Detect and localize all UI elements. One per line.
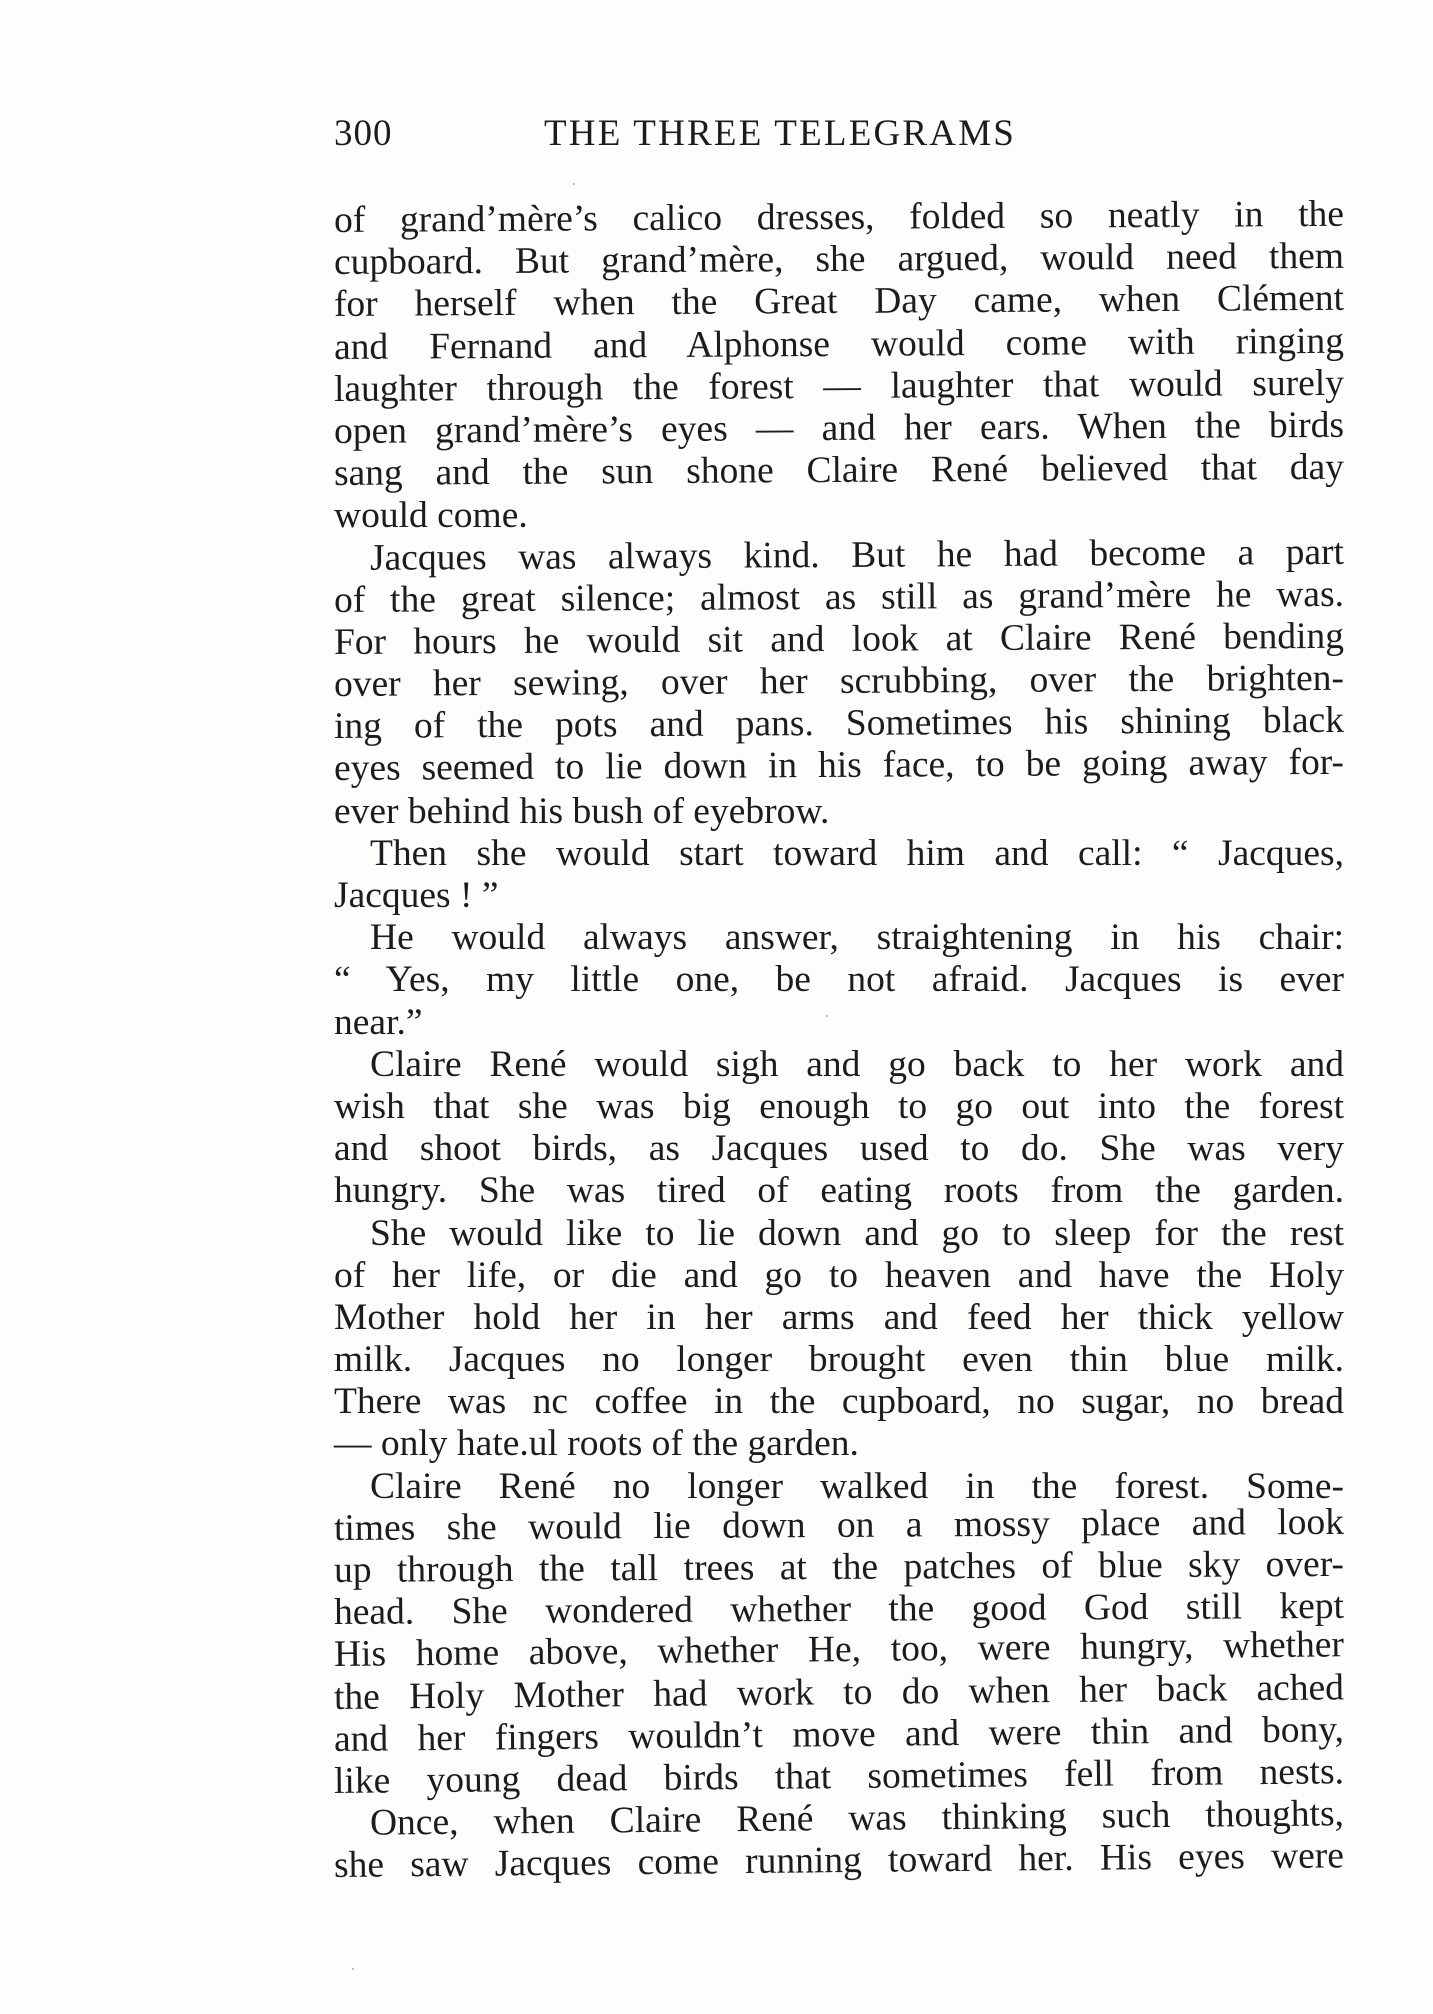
text-line: over her sewing, over her scrubbing, over the brighten- [333, 657, 1345, 706]
text-line: and her fingers wouldn’t move and were thin and bony, [333, 1709, 1345, 1760]
text-line: wish that she was big enough to go out into the forest [334, 1085, 1344, 1127]
text-line: ing of the pots and pans. Sometimes his shining black [333, 700, 1345, 748]
text-line: He would always answer, straightening in his chair: [370, 917, 1344, 959]
text-line: and shoot birds, as Jacques used to do. She was very [334, 1128, 1344, 1170]
text-line: for herself when the Great Day came, when Clément [333, 278, 1345, 326]
text-line: For hours he would sit and look at Claire René bending [333, 615, 1345, 663]
text-line: Mother hold her in her arms and feed her thick yellow [334, 1296, 1344, 1338]
text-line: near.” [334, 1001, 423, 1043]
text-line: Then she would start toward him and call: “ Jacques, [370, 832, 1344, 874]
text-line: head. She wondered whether the good God still kept [333, 1586, 1345, 1634]
text-line: “ Yes, my little one, be not afraid. Jacques is ever [334, 959, 1344, 1001]
text-line: hungry. She was tired of eating roots from the garden. [334, 1170, 1344, 1212]
text-line: ever behind his bush of eyebrow. [334, 790, 830, 832]
text-line: She would like to lie down and go to sleep for the rest [370, 1212, 1344, 1254]
text-line: times she would lie down on a mossy place and look [333, 1501, 1345, 1549]
running-title: THE THREE TELEGRAMS [544, 113, 1017, 154]
text-line: Once, when Claire René was thinking such thoughts, [369, 1793, 1345, 1844]
text-line: would come. [334, 495, 528, 537]
body-text [333, 193, 1345, 1888]
text-line: There was nc coffee in the cupboard, no sugar, no bread [334, 1381, 1344, 1423]
text-line: and Fernand and Alphonse would come with ringing [333, 320, 1345, 368]
text-line: like young dead birds that sometimes fell from nests. [333, 1751, 1345, 1802]
print-speck [826, 1015, 828, 1017]
text-line: eyes seemed to lie down in his face, to be going away for- [333, 742, 1345, 790]
page-number: 300 [334, 113, 393, 154]
text-line: milk. Jacques no longer brought even thin blue milk. [334, 1339, 1344, 1381]
text-line: His home above, whether He, too, were hungry, whether [333, 1624, 1345, 1676]
text-line: sang and the sun shone Claire René believed that day [333, 446, 1345, 495]
text-line: cupboard. But grand’mère, she argued, would need them [333, 236, 1345, 284]
text-line: she saw Jacques come running toward her. His eyes were [333, 1835, 1345, 1887]
print-speck [573, 183, 575, 185]
text-line: Claire René would sigh and go back to her work and [370, 1043, 1344, 1085]
text-line: up through the tall trees at the patches of blue sky over- [333, 1543, 1345, 1591]
text-line: Jacques was always kind. But he had become a part [369, 531, 1345, 579]
text-line: the Holy Mother had work to do when her back ached [333, 1666, 1345, 1718]
text-line: laughter through the forest — laughter that would surely [333, 362, 1345, 410]
text-line: — only hate.ul roots of the garden. [334, 1423, 859, 1465]
text-line: Jacques ! ” [334, 875, 499, 916]
text-line: of grand’mère’s calico dresses, folded so neatly in the [333, 193, 1345, 241]
text-line: of the great silence; almost as still as grand’mère he was. [333, 573, 1345, 621]
text-line: open grand’mère’s eyes — and her ears. When the birds [333, 404, 1345, 452]
running-head [334, 112, 1344, 172]
text-line: of her life, or die and go to heaven and have the Holy [334, 1254, 1344, 1296]
print-speck [352, 1968, 354, 1970]
text-line: Claire René no longer walked in the forest. Some- [370, 1465, 1344, 1507]
